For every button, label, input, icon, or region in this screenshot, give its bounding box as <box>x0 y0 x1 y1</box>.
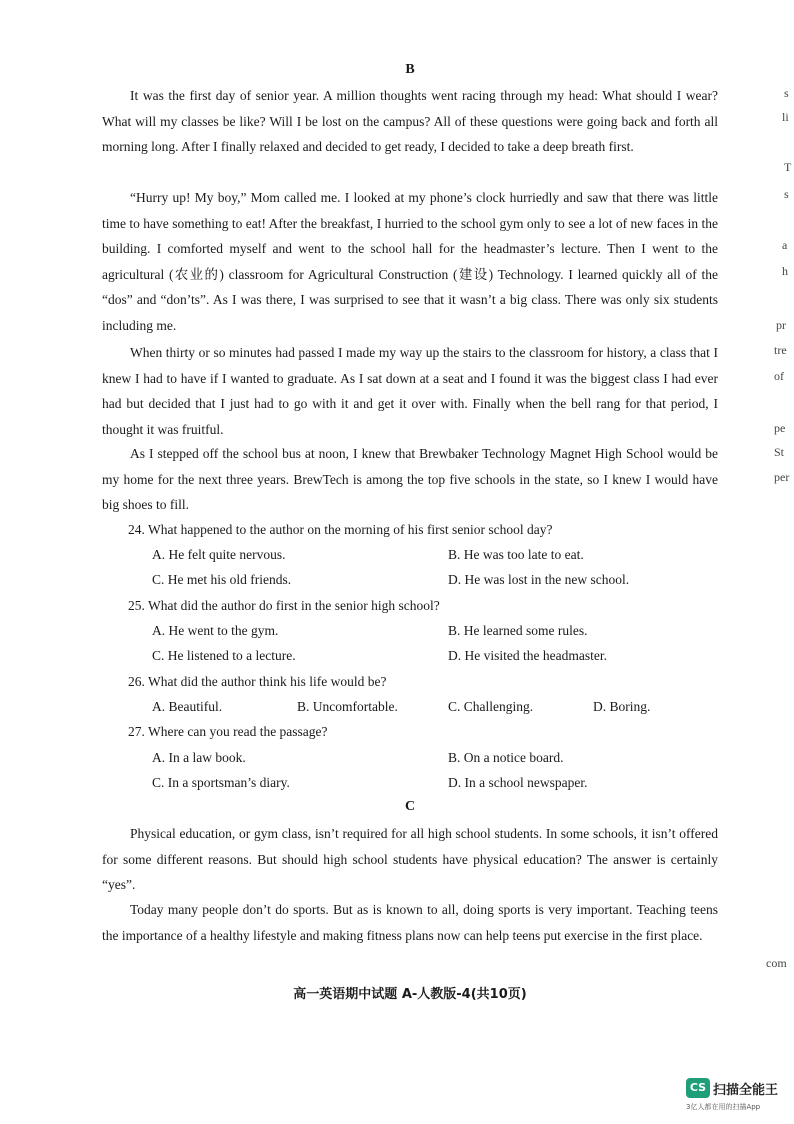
question-24-option-d[interactable]: D. He was lost in the new school. <box>448 572 630 587</box>
question-26-option-b[interactable]: B. Uncomfortable. <box>297 699 398 714</box>
page-footer: 高一英语期中试题 A-人教版-4(共10页) <box>293 987 527 1002</box>
question-27-option-c[interactable]: C. In a sportsman’s diary. <box>152 775 290 790</box>
scanner-tagline: 3亿人都在用的扫描App <box>686 1103 761 1111</box>
passage-b-paragraph-3: When thirty or so minutes had passed I made my way up the stairs to the classroom for history, a class that I knew I had to have if I wanted to graduate. As I sat down at a seat and I found it was the biggest class I had ever had but decided that I just had to go with it and get it over with. Finally when the bell rang for that period, I thought it was fruitful. <box>102 345 718 437</box>
question-24-option-a[interactable]: A. He felt quite nervous. <box>152 547 286 562</box>
question-26: 26. What did the author think his life would be? <box>128 674 387 689</box>
edge-fragment: pr <box>776 318 786 332</box>
question-26-option-c[interactable]: C. Challenging. <box>448 699 534 714</box>
passage-b-paragraph-1: It was the first day of senior year. A million thoughts went racing through my head: What should I wear? What will my classes be like? Will I be lost on the campus? All of these questions were going back and forth all morning long. After I finally relaxed and decided to get ready, I decided to take a deep breath first. <box>102 88 718 155</box>
edge-fragment: T <box>784 160 792 174</box>
edge-fragment: com <box>766 956 787 970</box>
edge-fragment: a <box>782 238 788 252</box>
edge-fragment: s <box>784 86 789 100</box>
section-c-heading: C <box>404 799 416 814</box>
question-26-option-a[interactable]: A. Beautiful. <box>152 699 223 714</box>
question-27-option-a[interactable]: A. In a law book. <box>152 750 246 765</box>
passage-c-paragraph-2: Today many people don’t do sports. But as is known to all, doing sports is very important. Teaching teens the importance of a healthy lifestyle and making fitness plans now can help teens put exercise in the first place. <box>102 902 718 943</box>
question-26-option-d[interactable]: D. Boring. <box>593 699 651 714</box>
question-27-option-d[interactable]: D. In a school newspaper. <box>448 775 588 790</box>
camscanner-logo-icon: CS <box>686 1078 710 1098</box>
passage-c-paragraph-1: Physical education, or gym class, isn’t required for all high school students. In some schools, it isn’t offered for some different reasons. But should high school students have physical education? The answer is certainly “yes”. <box>102 826 718 893</box>
edge-fragment: h <box>782 264 788 278</box>
edge-fragment: li <box>782 110 789 124</box>
passage-b-paragraph-4: As I stepped off the school bus at noon, I knew that Brewbaker Technology Magnet High School would be my home for the next three years. BrewTech is among the top five schools in the state, so I knew I would have big shoes to fill. <box>102 446 718 513</box>
question-24: 24. What happened to the author on the morning of his first senior school day? <box>128 522 553 537</box>
scanner-brand-name: 扫描全能王 <box>713 1083 779 1098</box>
edge-fragment: per <box>774 470 790 484</box>
question-25-option-c[interactable]: C. He listened to a lecture. <box>152 648 296 663</box>
edge-fragment: tre <box>774 343 787 357</box>
passage-b-paragraph-2: “Hurry up! My boy,” Mom called me. I looked at my phone’s clock hurriedly and saw that there was little time to have something to eat! After the breakfast, I hurried to the school gym only to see a lot of new faces in the building. I comforted myself and went to the school hall for the headmaster’s lecture. Then I went to the agricultural (农业的) classroom for Agricultural Construction (建设) Technology. I learned quickly all of the “dos” and “don’ts”. As I was there, I was surprised to see that it wasn’t a big class. There was only six students including me. <box>102 190 718 333</box>
question-25: 25. What did the author do first in the senior high school? <box>128 598 440 613</box>
question-25-option-d[interactable]: D. He visited the headmaster. <box>448 648 607 663</box>
question-25-option-a[interactable]: A. He went to the gym. <box>152 623 279 638</box>
question-24-option-b[interactable]: B. He was too late to eat. <box>448 547 584 562</box>
edge-fragment: pe <box>774 421 786 435</box>
question-27: 27. Where can you read the passage? <box>128 724 328 739</box>
question-24-option-c[interactable]: C. He met his old friends. <box>152 572 292 587</box>
edge-fragment: St <box>774 445 785 459</box>
section-b-heading: B <box>405 62 415 77</box>
edge-fragment: s <box>784 187 789 201</box>
edge-fragment: of <box>774 369 784 383</box>
question-27-option-b[interactable]: B. On a notice board. <box>448 750 564 765</box>
question-25-option-b[interactable]: B. He learned some rules. <box>448 623 588 638</box>
